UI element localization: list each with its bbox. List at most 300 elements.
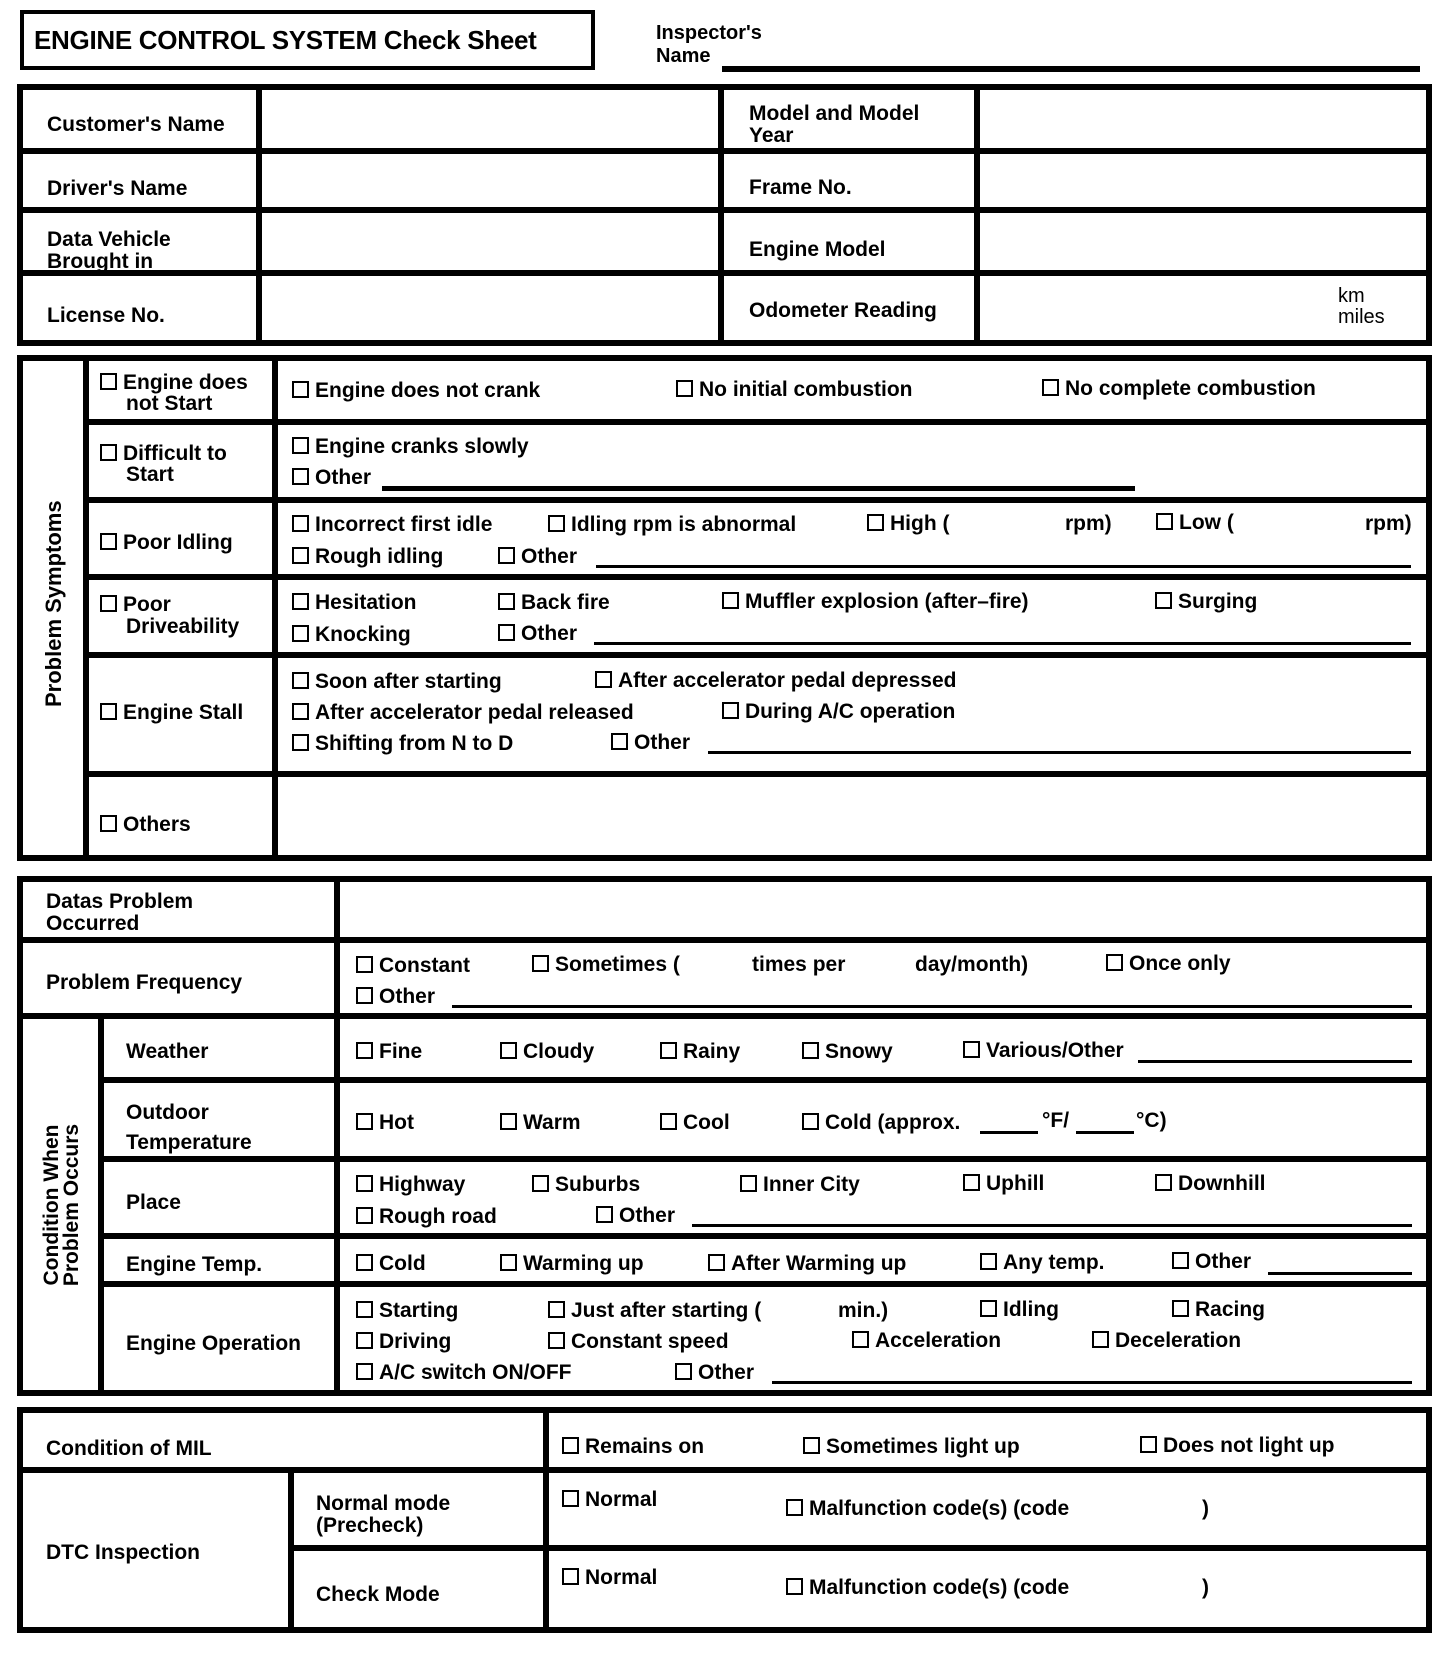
label: Cloudy	[523, 1040, 595, 1063]
label: Fine	[379, 1040, 423, 1063]
checkbox-icon	[1155, 592, 1172, 609]
checkbox-idling[interactable]	[980, 1299, 1059, 1321]
checkbox-check-mode-normal[interactable]	[562, 1567, 657, 1589]
label: Poor	[123, 593, 171, 616]
checkbox-icon	[548, 1332, 565, 1349]
label: Does not light up	[1163, 1434, 1335, 1457]
frame-no-field[interactable]	[980, 154, 1426, 207]
frequency-other-field[interactable]	[452, 1005, 1412, 1008]
checkbox-icon	[660, 1042, 677, 1059]
data-vehicle-label	[47, 229, 171, 273]
label: Remains on	[585, 1435, 705, 1458]
checkbox-during-ac-operation[interactable]	[722, 701, 955, 723]
checkbox-icon	[1172, 1252, 1189, 1269]
model-year-field[interactable]	[980, 90, 1426, 148]
checkbox-icon	[1172, 1300, 1189, 1317]
checkbox-icon	[722, 702, 739, 719]
dtc-inspection-label: DTC Inspection	[46, 1541, 201, 1564]
normal-mode-label	[316, 1493, 450, 1537]
label: Engine does not crank	[315, 379, 541, 402]
checkbox-hot[interactable]	[356, 1112, 414, 1134]
label: Driving	[379, 1330, 452, 1353]
label: Hot	[379, 1111, 414, 1134]
checkbox-rough-idling[interactable]	[292, 546, 443, 568]
dates-line1: Datas Problem	[46, 890, 194, 913]
weather-other-field[interactable]	[1138, 1060, 1412, 1063]
divider	[98, 1281, 1432, 1287]
checkbox-icon	[675, 1363, 692, 1380]
checkbox-icon	[356, 1332, 373, 1349]
checkbox-icon	[100, 533, 117, 550]
label: Other	[315, 466, 372, 489]
model-year-line2: Year	[749, 124, 794, 147]
checkbox-pedal-released[interactable]	[292, 702, 634, 724]
difficult-to-start-line2: Start	[126, 463, 174, 486]
label: Other	[521, 622, 578, 645]
inspector-label-line2: Name	[656, 45, 711, 67]
inspector-label-line1: Inspector's	[656, 22, 762, 44]
inspector-name-field[interactable]	[722, 66, 1420, 72]
checkbox-icon	[100, 815, 117, 832]
checkbox-icon	[786, 1578, 803, 1595]
odometer-label: Odometer Reading	[749, 299, 937, 322]
checkbox-icon	[500, 1113, 517, 1130]
divider	[17, 937, 1432, 943]
label: Cold (approx.	[825, 1111, 961, 1134]
label: Cool	[683, 1111, 730, 1134]
checkbox-suburbs[interactable]	[532, 1174, 640, 1196]
label: After accelerator pedal depressed	[618, 669, 957, 692]
model-year-line1: Model and Model	[749, 102, 920, 125]
checkbox-icon	[802, 1113, 819, 1130]
checkbox-sometimes[interactable]	[532, 954, 680, 976]
license-no-label: License No.	[47, 304, 165, 327]
label: Idling rpm is abnormal	[571, 513, 797, 536]
divider	[83, 419, 1432, 425]
condition-line1: Condition When	[40, 1124, 63, 1286]
checkbox-icon	[1140, 1436, 1157, 1453]
label: A/C switch ON/OFF	[379, 1361, 572, 1384]
checkbox-no-complete-combustion[interactable]	[1042, 378, 1316, 400]
checkbox-difficult-to-start[interactable]	[100, 443, 227, 465]
label: After Warming up	[731, 1252, 907, 1275]
checkbox-idling-rpm-abnormal[interactable]	[548, 514, 796, 536]
checkbox-icon	[100, 373, 117, 390]
checkbox-icon	[786, 1499, 803, 1516]
checkbox-icon	[803, 1437, 820, 1454]
checkbox-icon	[980, 1300, 997, 1317]
checkbox-icon	[356, 1042, 373, 1059]
checkbox-icon	[292, 468, 309, 485]
checkbox-once-only[interactable]	[1106, 953, 1231, 975]
checkbox-icon	[100, 595, 117, 612]
data-vehicle-field[interactable]	[262, 213, 718, 270]
checkbox-knocking[interactable]	[292, 624, 411, 646]
label: Warming up	[523, 1252, 644, 1275]
checkbox-icon	[852, 1331, 869, 1348]
checkbox-snowy[interactable]	[802, 1041, 893, 1063]
checkbox-soon-after-starting[interactable]	[292, 671, 502, 693]
checkbox-icon	[548, 1301, 565, 1318]
divider	[98, 1156, 1432, 1162]
checkbox-icon	[100, 444, 117, 461]
outdoor-temp-line1: Outdoor	[126, 1101, 209, 1124]
label: Shifting from N to D	[315, 732, 514, 755]
engine-operation-label: Engine Operation	[126, 1332, 302, 1355]
checkbox-icon	[356, 956, 373, 973]
checkbox-inner-city[interactable]	[740, 1174, 860, 1196]
condition-line2: Problem Occurs	[60, 1123, 83, 1287]
checkbox-stall-other[interactable]	[611, 732, 690, 754]
times-per-text: times per	[752, 953, 846, 976]
engine-temp-other-field[interactable]	[1268, 1272, 1412, 1275]
checkbox-shifting-n-to-d[interactable]	[292, 733, 513, 755]
day-month-text: day/month)	[915, 953, 1029, 976]
condition-when-problem-occurs-label	[42, 1105, 82, 1305]
checkbox-icon	[292, 437, 309, 454]
checkbox-icon	[292, 703, 309, 720]
poor-driveability-line2: Driveability	[126, 615, 240, 638]
outdoor-temperature-label	[126, 1098, 252, 1158]
checkbox-engine-stall[interactable]	[100, 702, 243, 724]
divider	[543, 1407, 549, 1633]
checkbox-icon	[722, 592, 739, 609]
label: Racing	[1195, 1298, 1266, 1321]
label: Warm	[523, 1111, 581, 1134]
label: Rough road	[379, 1205, 497, 1228]
divider	[98, 1077, 1432, 1083]
label: Acceleration	[875, 1329, 1002, 1352]
stall-other-field[interactable]	[708, 751, 1411, 754]
dates-problem-occurred-label	[46, 891, 193, 935]
others-field[interactable]	[278, 777, 1426, 855]
checkbox-icon	[1042, 379, 1059, 396]
checkbox-poor-driveability[interactable]	[100, 594, 171, 616]
drivers-name-label: Driver's Name	[47, 177, 188, 200]
checkbox-driveability-other[interactable]	[498, 623, 577, 645]
checkbox-rainy[interactable]	[660, 1041, 740, 1063]
checkbox-icon	[100, 703, 117, 720]
label: Other	[379, 985, 436, 1008]
checkbox-incorrect-first-idle[interactable]	[292, 514, 492, 536]
normal-mode-line2: (Precheck)	[316, 1514, 424, 1537]
drivers-name-field[interactable]	[262, 154, 718, 207]
checkbox-engine-cold[interactable]	[356, 1253, 426, 1275]
label: Surging	[1178, 590, 1258, 613]
checkbox-icon	[562, 1490, 579, 1507]
checkbox-hesitation[interactable]	[292, 592, 417, 614]
label: Snowy	[825, 1040, 893, 1063]
checkbox-various-other[interactable]	[963, 1040, 1124, 1062]
checkbox-icon	[356, 1363, 373, 1380]
checkbox-icon	[292, 672, 309, 689]
checkbox-fine[interactable]	[356, 1041, 422, 1063]
checkbox-icon	[802, 1042, 819, 1059]
divider	[83, 497, 1432, 503]
checkbox-cool[interactable]	[660, 1112, 730, 1134]
checkbox-icon	[500, 1254, 517, 1271]
checkbox-icon	[292, 547, 309, 564]
checkbox-engine-cranks-slowly[interactable]	[292, 436, 529, 458]
license-no-field[interactable]	[262, 276, 718, 340]
checkbox-frequency-other[interactable]	[356, 986, 435, 1008]
checkbox-icon	[498, 624, 515, 641]
checkbox-remains-on[interactable]	[562, 1436, 704, 1458]
checkbox-acceleration[interactable]	[852, 1330, 1001, 1352]
label: Starting	[379, 1299, 459, 1322]
checkbox-icon	[660, 1113, 677, 1130]
driveability-other-field[interactable]	[594, 642, 1411, 645]
checkbox-just-after-starting[interactable]	[548, 1300, 761, 1322]
place-other-field[interactable]	[692, 1224, 1412, 1227]
checkbox-warming-up[interactable]	[500, 1253, 644, 1275]
label: Inner City	[763, 1173, 860, 1196]
outdoor-temp-line2: Temperature	[126, 1131, 252, 1154]
label: Hesitation	[315, 591, 417, 614]
model-year-label	[749, 103, 919, 147]
checkbox-sometimes-light-up[interactable]	[803, 1436, 1020, 1458]
temp-c-field[interactable]	[1076, 1131, 1134, 1134]
checkbox-check-mode-malfunction[interactable]	[786, 1577, 1069, 1599]
label: Other	[521, 545, 578, 568]
checkbox-surging[interactable]	[1155, 591, 1257, 613]
odometer-unit-miles: miles	[1338, 306, 1385, 328]
deg-f-text: °F/	[1042, 1109, 1070, 1132]
label: Back fire	[521, 591, 610, 614]
label: Other	[619, 1204, 676, 1227]
engine-model-label: Engine Model	[749, 238, 886, 261]
checkbox-idling-other[interactable]	[498, 546, 577, 568]
checkbox-icon	[1092, 1331, 1109, 1348]
problem-symptoms-section-label: Problem Symptoms	[41, 500, 66, 707]
checkbox-icon	[562, 1437, 579, 1454]
label: Normal	[585, 1566, 658, 1589]
min-suffix: min.)	[838, 1299, 889, 1322]
checkbox-poor-idling[interactable]	[100, 532, 233, 554]
checkbox-racing[interactable]	[1172, 1299, 1265, 1321]
label: Deceleration	[1115, 1329, 1242, 1352]
label: Highway	[379, 1173, 466, 1196]
checkbox-cloudy[interactable]	[500, 1041, 594, 1063]
checkbox-icon	[500, 1042, 517, 1059]
checkbox-cold-approx[interactable]	[802, 1112, 960, 1134]
difficult-other-field[interactable]	[382, 486, 1135, 491]
customers-name-field[interactable]	[262, 90, 718, 148]
checkbox-normal-mode-malfunction[interactable]	[786, 1498, 1069, 1520]
label: Other	[634, 731, 691, 754]
normal-mode-close-paren: )	[1202, 1497, 1209, 1520]
divider	[83, 574, 1432, 580]
deg-c-text: °C)	[1136, 1109, 1167, 1132]
low-rpm-suffix: rpm)	[1365, 512, 1412, 535]
checkbox-any-temp[interactable]	[980, 1252, 1105, 1274]
checkbox-icon	[1155, 1174, 1172, 1191]
engine-model-field[interactable]	[980, 213, 1426, 270]
checkbox-icon	[292, 515, 309, 532]
label: Constant	[379, 954, 470, 977]
label: Engine does	[123, 371, 248, 394]
checkbox-driving[interactable]	[356, 1331, 451, 1353]
checkbox-icon	[867, 514, 884, 531]
label: Engine cranks slowly	[315, 435, 529, 458]
checkbox-icon	[963, 1041, 980, 1058]
label: No initial combustion	[699, 378, 913, 401]
label: Malfunction code(s) (code	[809, 1497, 1070, 1520]
checkbox-icon	[292, 625, 309, 642]
checkbox-normal-mode-normal[interactable]	[562, 1489, 657, 1511]
checkbox-muffler-explosion[interactable]	[722, 591, 1029, 613]
checkbox-icon	[548, 515, 565, 532]
checkbox-engine-temp-other[interactable]	[1172, 1251, 1251, 1273]
label: Sometimes light up	[826, 1435, 1020, 1458]
label: Soon after starting	[315, 670, 502, 693]
label: No complete combustion	[1065, 377, 1316, 400]
label: Any temp.	[1003, 1251, 1105, 1274]
checkbox-engine-does-not-crank[interactable]	[292, 380, 540, 402]
title-text: ENGINE CONTROL SYSTEM Check Sheet	[34, 24, 537, 55]
label: Suburbs	[555, 1173, 641, 1196]
inspector-name-label	[656, 22, 762, 68]
checkbox-icon	[356, 1207, 373, 1224]
checkbox-icon	[532, 955, 549, 972]
label: After accelerator pedal released	[315, 701, 634, 724]
label: Other	[698, 1361, 755, 1384]
odometer-field[interactable]	[980, 276, 1300, 340]
checkbox-icon	[562, 1568, 579, 1585]
checkbox-icon	[356, 1113, 373, 1130]
checkbox-icon	[356, 987, 373, 1004]
checkbox-icon	[708, 1254, 725, 1271]
checkbox-icon	[356, 1175, 373, 1192]
engine-does-not-start-line2: not Start	[126, 392, 213, 415]
engine-temp-label: Engine Temp.	[126, 1253, 263, 1276]
checkbox-no-initial-combustion[interactable]	[676, 379, 913, 401]
checkbox-engine-does-not-start[interactable]	[100, 372, 248, 394]
high-rpm-suffix: rpm)	[1065, 512, 1112, 535]
label: Rainy	[683, 1040, 741, 1063]
checkbox-constant[interactable]	[356, 955, 470, 977]
customers-name-label: Customer's Name	[47, 113, 225, 136]
label: Downhill	[1178, 1172, 1266, 1195]
label: High (	[890, 512, 950, 535]
temp-f-field[interactable]	[980, 1131, 1038, 1134]
label: Incorrect first idle	[315, 513, 493, 536]
divider	[98, 1018, 104, 1396]
checkbox-icon	[498, 593, 515, 610]
checkbox-uphill[interactable]	[963, 1173, 1044, 1195]
checkbox-icon	[292, 593, 309, 610]
label: Other	[1195, 1250, 1252, 1273]
divider	[98, 1233, 1432, 1239]
problem-frequency-label: Problem Frequency	[46, 971, 243, 994]
checkbox-icon	[356, 1254, 373, 1271]
label: Sometimes (	[555, 953, 680, 976]
divider	[17, 1013, 1432, 1019]
divider	[334, 876, 340, 1396]
checkbox-icon	[980, 1253, 997, 1270]
checkbox-ac-switch[interactable]	[356, 1362, 572, 1384]
checkbox-back-fire[interactable]	[498, 592, 610, 614]
label: Just after starting (	[571, 1299, 762, 1322]
label: Others	[123, 813, 191, 836]
label: Knocking	[315, 623, 411, 646]
data-vehicle-line2: Brought in	[47, 250, 154, 273]
label: Poor Idling	[123, 531, 233, 554]
checkbox-pedal-depressed[interactable]	[595, 670, 956, 692]
checkbox-icon	[292, 734, 309, 751]
label: Rough idling	[315, 545, 444, 568]
checkbox-icon	[356, 1301, 373, 1318]
label: Malfunction code(s) (code	[809, 1576, 1070, 1599]
checkbox-downhill[interactable]	[1155, 1173, 1266, 1195]
divider	[83, 652, 1432, 658]
check-mode-label: Check Mode	[316, 1583, 440, 1606]
divider	[83, 355, 89, 861]
normal-mode-line1: Normal mode	[316, 1492, 451, 1515]
frame-no-label: Frame No.	[749, 176, 852, 199]
checkbox-highway[interactable]	[356, 1174, 465, 1196]
label: Once only	[1129, 952, 1231, 975]
checkbox-deceleration[interactable]	[1092, 1330, 1241, 1352]
checkbox-idle-low[interactable]	[1156, 512, 1234, 534]
checkbox-others[interactable]	[100, 814, 191, 836]
place-label: Place	[126, 1191, 181, 1214]
data-vehicle-line1: Data Vehicle	[47, 228, 171, 251]
checkbox-icon	[596, 1206, 613, 1223]
operation-other-field[interactable]	[772, 1381, 1412, 1384]
checkbox-after-warming-up[interactable]	[708, 1253, 906, 1275]
checkbox-icon	[740, 1175, 757, 1192]
checkbox-icon	[1156, 513, 1173, 530]
checkbox-idle-high[interactable]	[867, 513, 949, 535]
label: During A/C operation	[745, 700, 956, 723]
label: Difficult to	[123, 442, 227, 465]
condition-of-mil-label: Condition of MIL	[46, 1437, 212, 1460]
checkbox-constant-speed[interactable]	[548, 1331, 729, 1353]
dates-problem-occurred-field[interactable]	[340, 882, 1426, 937]
check-mode-close-paren: )	[1202, 1576, 1209, 1599]
page-title	[20, 10, 595, 70]
checkbox-icon	[292, 381, 309, 398]
checkbox-does-not-light-up[interactable]	[1140, 1435, 1334, 1457]
checkbox-starting[interactable]	[356, 1300, 458, 1322]
label: Idling	[1003, 1298, 1059, 1321]
label: Uphill	[986, 1172, 1045, 1195]
checkbox-warm[interactable]	[500, 1112, 581, 1134]
label: Normal	[585, 1488, 658, 1511]
checkbox-difficult-other[interactable]	[292, 467, 371, 489]
label: Cold	[379, 1252, 426, 1275]
label: Various/Other	[986, 1039, 1124, 1062]
label: Low (	[1179, 511, 1234, 534]
checkbox-icon	[1106, 954, 1123, 971]
weather-label: Weather	[126, 1040, 209, 1063]
divider	[288, 1472, 294, 1633]
divider	[718, 84, 724, 346]
checkbox-operation-other[interactable]	[675, 1362, 754, 1384]
checkbox-icon	[595, 671, 612, 688]
checkbox-rough-road[interactable]	[356, 1206, 497, 1228]
label: Constant speed	[571, 1330, 729, 1353]
idling-other-field[interactable]	[596, 565, 1411, 568]
checkbox-icon	[532, 1175, 549, 1192]
checkbox-place-other[interactable]	[596, 1205, 675, 1227]
odometer-unit-km: km	[1338, 285, 1365, 307]
checkbox-icon	[963, 1174, 980, 1191]
divider	[288, 1545, 1432, 1551]
label: Engine Stall	[123, 701, 244, 724]
checkbox-icon	[611, 733, 628, 750]
